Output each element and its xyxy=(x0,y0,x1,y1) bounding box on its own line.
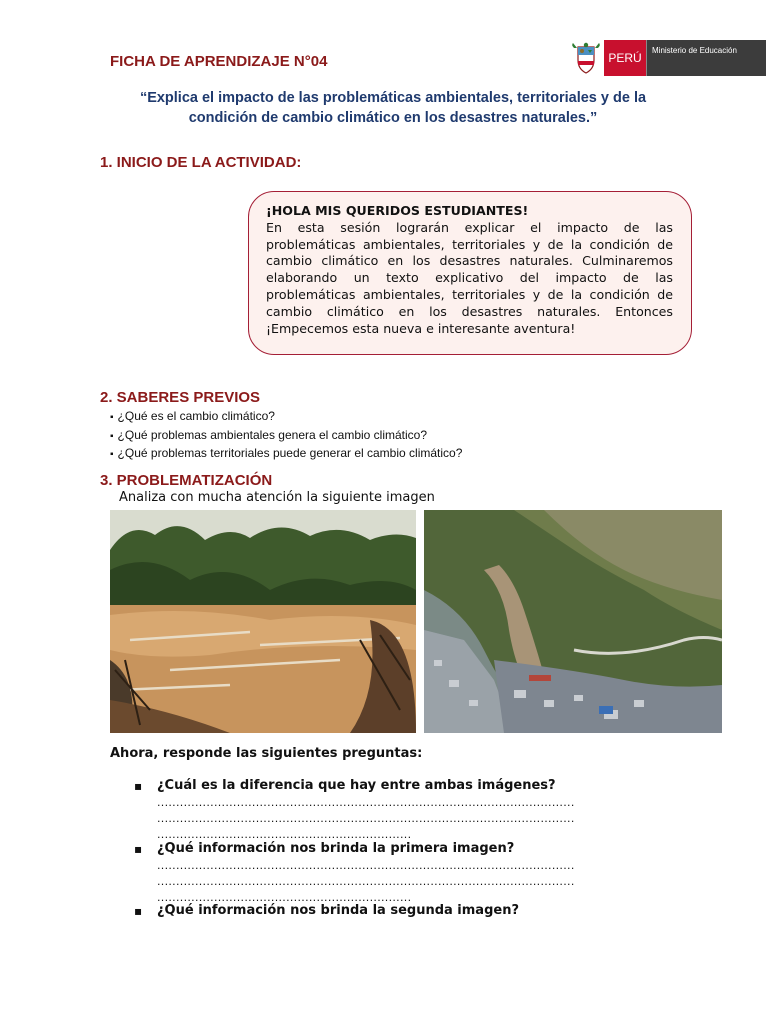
minedu-logo xyxy=(568,40,766,76)
section-3-heading: 3. PROBLEMATIZACIÓN xyxy=(100,472,273,489)
question-text: ▪ ¿Qué información nos brinda la segunda imagen? xyxy=(134,902,664,920)
greeting-body: En esta sesión lograrán explicar el impacto de las problemáticas ambientales, territoriales y de la condición de cambio climático en los desastres naturales. Culminaremos elaborando un texto explicativo del impacto de las problemáticas ambientales, territoriales y de la condición de cambio climático en los desastres naturales. Entonces ¡Empecemos esta nueva e interesante aventura! xyxy=(266,219,673,336)
logo-ministry-label: Ministerio de Educación xyxy=(646,40,766,76)
coat-of-arms-icon xyxy=(568,40,604,76)
activity-subtitle: “Explica el impacto de las problemáticas ambientales, territoriales y de la condición de cambio climático en los desastres naturales.” xyxy=(139,90,647,126)
question-3 xyxy=(134,902,664,920)
answer-line[interactable]: ................................................................... xyxy=(157,828,412,841)
question-text: ▪ ¿Cuál es la diferencia que hay entre ambas imágenes? xyxy=(134,777,664,795)
image-intro: Analiza con mucha atención la siguiente imagen xyxy=(119,490,435,505)
section-2-heading: 2. SABERES PREVIOS xyxy=(100,389,261,406)
question-1 xyxy=(134,777,664,843)
answer-line[interactable]: .............................................................................................................. xyxy=(157,859,575,872)
list-item: ▪ ¿Qué es el cambio climático? xyxy=(110,408,462,427)
list-item: ▪ ¿Qué problemas ambientales genera el cambio climático? xyxy=(110,427,462,446)
greeting-title: ¡HOLA MIS QUERIDOS ESTUDIANTES! xyxy=(266,203,529,218)
answer-line[interactable]: ................................................................... xyxy=(157,891,412,904)
questions-prompt: Ahora, responde las siguientes preguntas: xyxy=(110,746,423,761)
question-text: ▪ ¿Qué información nos brinda la primera imagen? xyxy=(134,840,664,858)
prior-knowledge-list xyxy=(110,408,462,464)
flooded-river-photo xyxy=(110,510,416,733)
greeting-text xyxy=(266,203,673,343)
list-item: ▪ ¿Qué problemas territoriales puede generar el cambio climático? xyxy=(110,445,462,464)
question-2 xyxy=(134,840,664,906)
landslide-town-photo xyxy=(424,510,722,733)
page-title: FICHA DE APRENDIZAJE N°04 xyxy=(110,53,328,70)
answer-line[interactable]: .............................................................................................................. xyxy=(157,796,575,809)
section-1-heading: 1. INICIO DE LA ACTIVIDAD: xyxy=(100,154,302,171)
answer-line[interactable]: .............................................................................................................. xyxy=(157,812,575,825)
logo-country-label: PERÚ xyxy=(604,40,646,76)
answer-line[interactable]: .............................................................................................................. xyxy=(157,875,575,888)
